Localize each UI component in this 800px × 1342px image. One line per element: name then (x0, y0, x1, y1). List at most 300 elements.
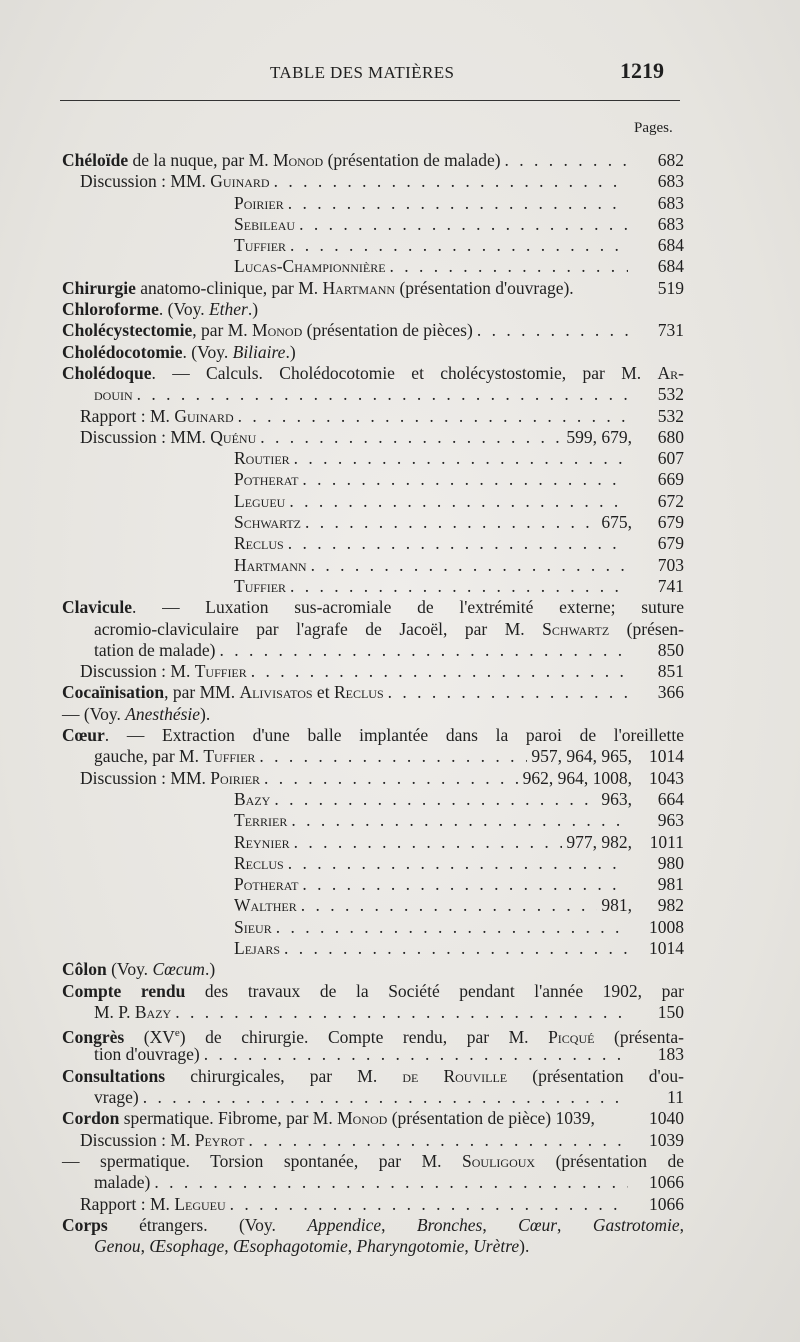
author-name: Monod (272, 150, 324, 170)
index-line (62, 1044, 684, 1065)
leader-dots (274, 789, 597, 810)
entry-heading: Cordon (62, 1108, 120, 1129)
entry-fragment: . (Voy. (158, 299, 209, 320)
author-name: Ar- (657, 362, 684, 383)
leader-dots (290, 235, 628, 256)
author-name: Alivisatos (239, 682, 313, 703)
entry-fragment: , (464, 1236, 474, 1257)
entry-fragment: tation de malade) (94, 639, 216, 660)
cross-reference: Bronches (416, 1214, 483, 1235)
entry-fragment: , par MM. (164, 682, 240, 703)
cross-reference: Ether (208, 299, 248, 320)
index-line (62, 725, 684, 746)
entry-text (62, 981, 684, 1002)
leader-dots (294, 448, 628, 469)
index-line (62, 853, 684, 874)
index-line (62, 746, 684, 767)
entry-text (94, 1002, 171, 1023)
entry-fragment: étrangers. (Voy. (107, 1214, 308, 1235)
entry-fragment: vrage) (94, 1087, 139, 1108)
entry-heading: Cholédoque (62, 362, 152, 383)
author-name: Schwartz (234, 512, 302, 533)
entry-fragment: Discussion : MM. (80, 767, 211, 788)
index-line (62, 810, 684, 831)
author-name: Hartmann (322, 277, 396, 298)
author-name: Sebileau (234, 213, 296, 234)
entry-fragment: ). (200, 703, 211, 724)
entry-heading: Cœur (62, 725, 105, 746)
entry-text (234, 810, 287, 831)
index-line (62, 1194, 684, 1215)
page-ref: 683 (657, 171, 684, 192)
entry-text (62, 1066, 684, 1087)
entry-text (62, 725, 684, 746)
entry-text (62, 278, 574, 299)
author-name: Monod (337, 1108, 388, 1129)
entry-fragment: . (Voy. (182, 341, 233, 362)
page-references: 977, 982, (566, 831, 632, 852)
page-ref: 150 (657, 1001, 684, 1022)
author-name: Reclus (234, 852, 284, 873)
entry-text (234, 448, 290, 469)
page-ref: 682 (657, 150, 684, 170)
author-name: Hartmann (234, 554, 307, 575)
index-line (62, 363, 684, 384)
author-name: Quénu (210, 426, 257, 447)
entry-fragment: , (224, 1236, 234, 1257)
entry-fragment: des travaux de la Société pendant l'année 1902, par (185, 980, 684, 1001)
entry-text (94, 746, 255, 767)
entry-text (80, 1194, 226, 1215)
author-name: Lejars (234, 937, 281, 958)
entry-text (234, 576, 286, 597)
entry-fragment: spermatique. Fibrome, par M. (119, 1108, 338, 1129)
index-line (62, 448, 684, 469)
index-line (62, 682, 684, 703)
running-header-title: TABLE DES MATIÈRES (270, 63, 455, 82)
leader-dots (248, 1130, 628, 1151)
entry-fragment: , (557, 1214, 593, 1235)
entry-text (234, 533, 284, 554)
entry-text (80, 1130, 244, 1151)
entry-text (62, 1151, 684, 1172)
entry-text (62, 704, 210, 725)
entry-text (234, 874, 298, 895)
entry-text (62, 342, 296, 363)
leader-dots (154, 1172, 628, 1193)
author-name: Guinard (174, 405, 234, 426)
index-line (62, 917, 684, 938)
entry-text (234, 235, 286, 256)
index-line (62, 427, 684, 448)
page-ref: 1014 (649, 746, 684, 767)
author-name: Reclus (234, 533, 284, 554)
page-ref: 683 (657, 192, 684, 213)
entry-fragment: ). (519, 1236, 530, 1257)
author-name: Tuffier (194, 661, 247, 682)
entry-heading: Cocaïnisation (62, 682, 165, 703)
entry-heading: Corps (62, 1214, 108, 1235)
page-references: 599, 679, (566, 426, 632, 447)
entry-text (234, 832, 290, 853)
page-ref: 982 (657, 895, 684, 916)
entry-text (94, 1087, 139, 1108)
index-line (62, 150, 684, 171)
entry-text (234, 917, 272, 938)
cross-reference: Œsophage (149, 1236, 225, 1257)
author-name: Legueu (234, 490, 286, 511)
index-line (62, 1172, 684, 1193)
leader-dots (204, 1044, 628, 1065)
leader-dots (288, 853, 628, 874)
index-line (62, 576, 684, 597)
author-name: Poirier (234, 192, 284, 213)
entry-fragment: . — Calculs. Cholédocotomie et cholécystostomie, par M. (151, 362, 658, 383)
leader-dots (274, 171, 628, 192)
entry-heading: Côlon (62, 959, 107, 980)
page-ref: 1008 (649, 916, 684, 937)
entry-text (94, 640, 215, 661)
entry-text (234, 789, 270, 810)
entry-fragment: , (140, 1236, 150, 1257)
entry-text (234, 469, 298, 490)
leader-dots (288, 533, 628, 554)
leader-dots (289, 491, 628, 512)
entry-heading: Chéloïde (62, 150, 129, 170)
leader-dots (260, 427, 562, 448)
cross-reference: Œsophagotomie (233, 1236, 348, 1257)
leader-dots (259, 746, 527, 767)
entry-text (62, 597, 684, 618)
leader-dots (291, 810, 628, 831)
cross-reference: Pharyngotomie (356, 1236, 465, 1257)
page-number: 1219 (620, 58, 664, 83)
index-line (62, 406, 684, 427)
page-ref: 703 (657, 554, 684, 575)
leader-dots (264, 768, 519, 789)
index-line (62, 320, 684, 341)
page-references: 675, (601, 512, 632, 533)
author-name: Peyrot (194, 1129, 245, 1150)
entry-text (80, 768, 260, 789)
index-line (62, 235, 684, 256)
entry-text (94, 1044, 200, 1065)
index-line (62, 640, 684, 661)
entry-fragment: (présenta- (594, 1027, 684, 1047)
entry-heading: Congrès (62, 1027, 125, 1047)
page-references: 981, (601, 895, 632, 916)
author-name: Bazy (134, 1001, 172, 1022)
index-line (62, 1151, 684, 1172)
page-ref: 1066 (649, 1193, 684, 1214)
leader-dots (175, 1002, 628, 1023)
cross-reference: Urètre (473, 1236, 520, 1257)
page-ref: 684 (657, 235, 684, 256)
leader-dots (302, 469, 628, 490)
leader-dots (276, 917, 628, 938)
leader-dots (251, 661, 628, 682)
page-references: 957, 964, 965, (531, 746, 632, 767)
index-line (62, 789, 684, 810)
leader-dots (302, 874, 628, 895)
page-ref: 607 (657, 448, 684, 469)
cross-reference: Cœcum (152, 959, 205, 980)
entry-text (94, 384, 133, 405)
entry-heading: Compte rendu (62, 980, 186, 1001)
entry-fragment: gauche, par M. (94, 746, 204, 767)
page-ref: 679 (657, 533, 684, 554)
index-line (62, 384, 684, 405)
entry-heading: Chloroforme (62, 299, 159, 320)
page-ref: 981 (657, 874, 684, 895)
entry-text (234, 256, 386, 277)
author-name: Souligoux (462, 1150, 536, 1171)
page-ref: 679 (657, 512, 684, 533)
entry-fragment: chirurgicales, par M. (165, 1065, 403, 1086)
entry-text (62, 320, 473, 341)
author-name: Bazy (234, 788, 271, 809)
entry-fragment: de la nuque, par M. (128, 150, 273, 170)
leader-dots (299, 214, 628, 235)
author-name: Potherat (234, 874, 299, 895)
page-ref: 519 (657, 277, 684, 298)
leader-dots (238, 406, 628, 427)
entry-text (94, 1172, 150, 1193)
index-line (62, 299, 684, 320)
index-line (62, 1066, 684, 1087)
entry-text (234, 938, 280, 959)
author-name: Tuffier (203, 746, 256, 767)
index-line (62, 597, 684, 618)
entry-text (62, 1215, 684, 1236)
entry-fragment: , (347, 1236, 357, 1257)
leader-dots (301, 895, 598, 916)
index-line (62, 555, 684, 576)
entry-text (234, 555, 307, 576)
leader-dots (284, 938, 628, 959)
entry-fragment: (XV (124, 1027, 175, 1047)
author-name: Legueu (174, 1193, 226, 1214)
entry-text (234, 214, 295, 235)
entry-fragment: .) (204, 959, 216, 980)
entry-fragment: tion d'ouvrage) (94, 1044, 200, 1065)
entry-fragment: . — Extraction d'une balle implantée dans la paroi de l'oreillette (104, 725, 684, 746)
entry-text (80, 406, 234, 427)
index-line (62, 704, 684, 725)
page-ref: 1040 (649, 1108, 684, 1129)
entry-fragment: e (174, 1027, 180, 1040)
index-line (62, 981, 684, 1002)
entry-fragment: Discussion : MM. (80, 426, 211, 447)
entry-text (62, 150, 501, 171)
entry-text (94, 619, 684, 640)
leader-dots (477, 320, 628, 341)
page-ref: 1043 (649, 767, 684, 788)
entry-text (62, 682, 384, 703)
index-line (62, 1130, 684, 1151)
leader-dots (294, 832, 563, 853)
entry-fragment: (présentation d'ouvrage). (395, 277, 574, 298)
entry-text (62, 1108, 595, 1129)
entry-heading: Clavicule (62, 597, 132, 618)
entry-fragment: . — Luxation sus-acromiale de l'extrémité externe; suture (132, 597, 684, 618)
page-ref: 1011 (649, 831, 684, 852)
index-line (62, 491, 684, 512)
entry-fragment: (présentation de (535, 1150, 684, 1171)
cross-reference: Gastrotomie (592, 1214, 680, 1235)
index-line (62, 661, 684, 682)
entry-fragment: Rapport : M. (80, 405, 175, 426)
entry-fragment: .) (285, 341, 296, 362)
author-name: douin (94, 384, 133, 405)
index-line (62, 1236, 684, 1257)
entry-fragment: (Voy. (106, 959, 153, 980)
entry-text (62, 363, 684, 384)
leader-dots (305, 512, 597, 533)
entry-heading: Chirurgie (62, 277, 136, 298)
page-ref: 532 (657, 405, 684, 426)
author-name: Terrier (234, 810, 288, 831)
entry-fragment: ) de chirurgie. Compte rendu, par M. (179, 1027, 549, 1047)
entry-text (80, 661, 247, 682)
index-line (62, 512, 684, 533)
author-name: Guinard (210, 171, 270, 192)
author-name: Reynier (234, 831, 290, 852)
index-line (62, 193, 684, 214)
page-ref: 683 (657, 213, 684, 234)
index-line (62, 342, 684, 363)
author-name: Picqué (548, 1027, 595, 1047)
header-rule (60, 100, 680, 101)
index-line (62, 895, 684, 916)
entry-text (80, 427, 256, 448)
cross-reference: Anesthésie (125, 703, 201, 724)
page-ref: 672 (657, 490, 684, 511)
entry-text (234, 193, 284, 214)
cross-reference: Biliaire (232, 341, 286, 362)
author-name: Routier (234, 448, 290, 469)
entry-fragment: , (381, 1214, 417, 1235)
author-name: Monod (252, 320, 303, 341)
entry-text (62, 959, 215, 980)
entry-fragment: — spermatique. Torsion spontanée, par M. (62, 1150, 463, 1171)
author-name: de Rouville (402, 1065, 508, 1086)
entry-fragment: , par M. (192, 320, 253, 341)
index-line (62, 214, 684, 235)
entry-fragment: , (679, 1214, 685, 1235)
entry-heading: Cholécystectomie (62, 320, 193, 341)
leader-dots (388, 682, 628, 703)
entry-text (94, 1236, 529, 1257)
page-ref: 669 (657, 469, 684, 490)
index-line (62, 832, 684, 853)
page-ref: 11 (667, 1087, 684, 1108)
pages-column-label: Pages. (634, 120, 673, 136)
entry-text (80, 171, 270, 192)
entry-fragment: malade) (94, 1172, 151, 1193)
entry-fragment: (présentation de malade) (323, 150, 501, 170)
leader-dots (143, 1087, 628, 1108)
cross-reference: Genou (94, 1236, 141, 1257)
leader-dots (290, 576, 628, 597)
cross-reference: Appendice (307, 1214, 382, 1235)
leader-dots (288, 193, 628, 214)
page-ref: 731 (657, 320, 684, 341)
entry-fragment: .) (247, 299, 259, 320)
index-line (62, 874, 684, 895)
author-name: Walther (234, 895, 297, 916)
entry-fragment: Discussion : M. (80, 661, 195, 682)
index-line (62, 768, 684, 789)
index-line (62, 256, 684, 277)
entry-fragment: (présen- (609, 618, 685, 639)
page-ref: 963 (657, 810, 684, 831)
leader-dots (311, 555, 628, 576)
index-line (62, 171, 684, 192)
index-line (62, 619, 684, 640)
entry-text (62, 299, 258, 320)
author-name: Potherat (234, 469, 299, 490)
page-ref: 664 (657, 788, 684, 809)
page-ref: 684 (657, 256, 684, 277)
entry-text (234, 491, 285, 512)
entry-fragment: Discussion : MM. (80, 171, 211, 192)
index-line (62, 1002, 684, 1023)
author-name: Schwartz (542, 618, 610, 639)
page-ref: 183 (657, 1044, 684, 1065)
index-entries (62, 150, 684, 1257)
entry-fragment: anatomo-clinique, par M. (135, 277, 323, 298)
entry-fragment: (présentation de pièces) (302, 320, 473, 341)
index-line (62, 1108, 684, 1129)
index-line (62, 1215, 684, 1236)
author-name: Reclus (333, 682, 384, 703)
cross-reference: Cœur (518, 1214, 558, 1235)
entry-fragment: Rapport : M. (80, 1193, 175, 1214)
entry-text (234, 895, 297, 916)
index-line (62, 1087, 684, 1108)
page-references: 963, (601, 788, 632, 809)
index-line (62, 959, 684, 980)
author-name: Tuffier (234, 235, 287, 256)
page-ref: 851 (657, 661, 684, 682)
author-name: Sieur (234, 916, 272, 937)
entry-fragment: Discussion : M. (80, 1129, 195, 1150)
entry-text (234, 512, 301, 533)
index-line (62, 278, 684, 299)
entry-fragment: — (Voy. (62, 703, 126, 724)
entry-fragment: , (482, 1214, 519, 1235)
entry-heading: Consultations (62, 1065, 166, 1086)
entry-fragment: acromio-claviculaire par l'agrafe de Jacoël, par M. (94, 618, 543, 639)
entry-heading: Cholédocotomie (62, 341, 183, 362)
page-references: 962, 964, 1008, (522, 767, 632, 788)
index-line (62, 469, 684, 490)
leader-dots (219, 640, 628, 661)
index-line (62, 938, 684, 959)
leader-dots (390, 256, 628, 277)
author-name: Poirier (210, 767, 261, 788)
entry-text (234, 853, 284, 874)
page-ref: 850 (657, 639, 684, 660)
entry-fragment: et (312, 682, 334, 703)
index-line (62, 533, 684, 554)
page-ref: 980 (657, 852, 684, 873)
page-ref: 741 (657, 575, 684, 596)
page-ref: 366 (657, 682, 684, 703)
page-ref: 1014 (649, 937, 684, 958)
leader-dots (505, 150, 628, 171)
